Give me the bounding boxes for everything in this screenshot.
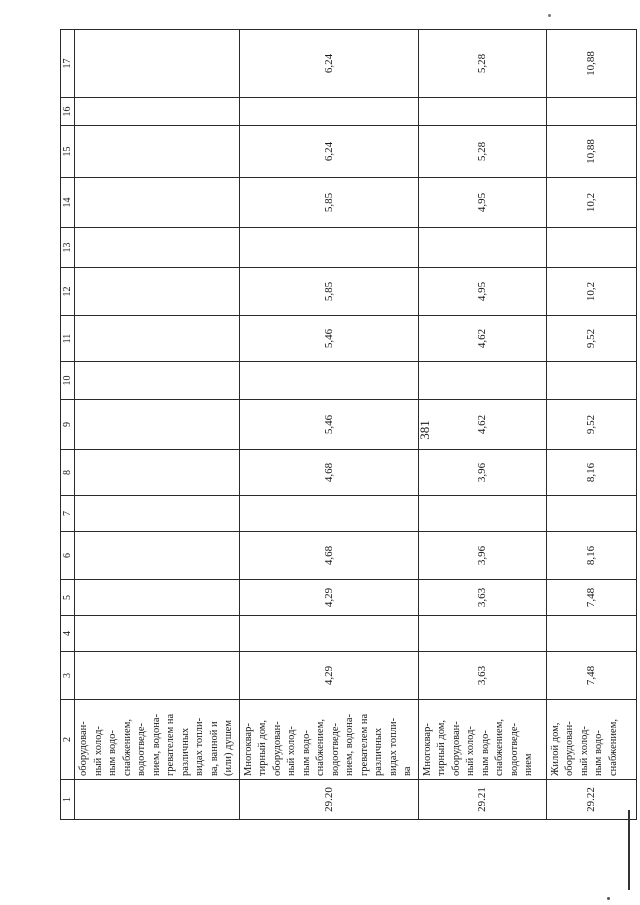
value-cell: 3,63 bbox=[418, 580, 546, 616]
value-cell: 9,52 bbox=[546, 316, 636, 362]
value-cell: 10,88 bbox=[546, 126, 636, 178]
value-cell: 5,28 bbox=[418, 126, 546, 178]
value-cell: 8,16 bbox=[546, 450, 636, 496]
description-line: ный холод- bbox=[578, 726, 590, 776]
value-cell bbox=[75, 450, 240, 496]
header-cell-3: 3 bbox=[61, 652, 75, 700]
value-cell: 10,2 bbox=[546, 268, 636, 316]
table-wrapper bbox=[60, 30, 619, 820]
value-cell bbox=[239, 98, 418, 126]
header-cell-2: 2 bbox=[61, 700, 75, 780]
value-cell bbox=[546, 616, 636, 652]
value-cell: 5,85 bbox=[239, 268, 418, 316]
value-cell bbox=[75, 496, 240, 532]
description-line: оборудован- bbox=[78, 721, 89, 776]
value-cell: 4,62 bbox=[418, 316, 546, 362]
header-cell-7: 7 bbox=[61, 496, 75, 532]
value-cell: 8,16 bbox=[546, 532, 636, 580]
table-row bbox=[418, 30, 546, 820]
row-number: 29.21 bbox=[418, 780, 546, 820]
value-cell: 10,88 bbox=[546, 30, 636, 98]
value-cell bbox=[75, 268, 240, 316]
value-cell bbox=[546, 362, 636, 400]
value-cell bbox=[418, 98, 546, 126]
description-line: оборудован- bbox=[450, 721, 462, 776]
description-line: нием, водона- bbox=[150, 714, 162, 776]
description-line: различных bbox=[373, 727, 384, 776]
row-description bbox=[418, 700, 546, 780]
value-cell: 6,24 bbox=[239, 126, 418, 178]
row-description bbox=[546, 700, 636, 780]
header-cell-9: 9 bbox=[61, 400, 75, 450]
value-cell: 4,95 bbox=[418, 268, 546, 316]
value-cell: 4,29 bbox=[239, 580, 418, 616]
value-cell: 3,96 bbox=[418, 532, 546, 580]
header-cell-17: 17 bbox=[61, 30, 75, 98]
description-line: различных bbox=[179, 727, 191, 776]
description-line: оборудован- bbox=[564, 721, 575, 776]
value-cell: 4,29 bbox=[239, 652, 418, 700]
value-cell bbox=[75, 532, 240, 580]
value-cell bbox=[75, 228, 240, 268]
description-line: снабжением, bbox=[607, 719, 619, 776]
description-line: Многоквар- bbox=[421, 723, 433, 776]
table-row bbox=[75, 30, 240, 820]
value-cell bbox=[75, 316, 240, 362]
header-cell-11: 11 bbox=[61, 316, 75, 362]
tariff-table bbox=[60, 29, 637, 820]
description-line: ным водо- bbox=[479, 730, 491, 776]
description-line: гревателем на bbox=[165, 713, 176, 776]
value-cell: 10,2 bbox=[546, 178, 636, 228]
header-cell-10: 10 bbox=[61, 362, 75, 400]
description-line: снабжением, bbox=[121, 719, 133, 776]
description-line: видах топли- bbox=[387, 717, 399, 776]
value-cell: 4,68 bbox=[239, 532, 418, 580]
header-row bbox=[61, 30, 75, 820]
description-line: Жилой дом, bbox=[549, 722, 561, 776]
description-line: оборудован- bbox=[271, 721, 283, 776]
row-number bbox=[75, 780, 240, 820]
description-line: гревателем на bbox=[358, 713, 370, 776]
description-line: водоотведе- bbox=[329, 722, 341, 776]
header-cell-16: 16 bbox=[61, 98, 75, 126]
value-cell bbox=[75, 400, 240, 450]
description-line: водоотведе- bbox=[136, 722, 147, 776]
header-cell-4: 4 bbox=[61, 616, 75, 652]
value-cell bbox=[75, 178, 240, 228]
value-cell bbox=[418, 496, 546, 532]
value-cell: 4,95 bbox=[418, 178, 546, 228]
value-cell bbox=[418, 228, 546, 268]
header-cell-15: 15 bbox=[61, 126, 75, 178]
value-cell bbox=[239, 228, 418, 268]
value-cell: 5,28 bbox=[418, 30, 546, 98]
description-line: тирный дом, bbox=[436, 719, 447, 776]
value-cell bbox=[75, 362, 240, 400]
row-number: 29.22 bbox=[546, 780, 636, 820]
value-cell: 9,52 bbox=[546, 400, 636, 450]
value-cell: 3,63 bbox=[418, 652, 546, 700]
row-description bbox=[75, 700, 240, 780]
value-cell bbox=[239, 362, 418, 400]
value-cell: 4,62 bbox=[418, 400, 546, 450]
value-cell bbox=[546, 496, 636, 532]
row-description bbox=[239, 700, 418, 780]
scan-speck bbox=[607, 897, 610, 900]
description-line: (или) душем bbox=[223, 719, 234, 776]
value-cell: 6,24 bbox=[239, 30, 418, 98]
description-line: нием, водона- bbox=[344, 714, 355, 776]
table-row bbox=[239, 30, 418, 820]
value-cell bbox=[75, 652, 240, 700]
value-cell bbox=[75, 98, 240, 126]
value-cell bbox=[75, 580, 240, 616]
description-line: ный холод- bbox=[465, 726, 476, 776]
header-cell-8: 8 bbox=[61, 450, 75, 496]
description-line: ный холод- bbox=[286, 726, 297, 776]
description-line: ва, ванной и bbox=[208, 721, 220, 776]
value-cell bbox=[546, 98, 636, 126]
value-cell: 5,46 bbox=[239, 316, 418, 362]
scan-speck bbox=[548, 14, 551, 17]
table-row bbox=[546, 30, 636, 820]
description-line: видах топли- bbox=[194, 717, 205, 776]
description-line: тирный дом, bbox=[257, 719, 268, 776]
value-cell: 5,85 bbox=[239, 178, 418, 228]
description-line: ва bbox=[402, 766, 413, 776]
value-cell: 5,46 bbox=[239, 400, 418, 450]
value-cell bbox=[418, 616, 546, 652]
value-cell bbox=[75, 30, 240, 98]
description-line: водоотведе- bbox=[508, 722, 520, 776]
row-number: 29.20 bbox=[239, 780, 418, 820]
description-line: нием bbox=[523, 753, 534, 776]
description-line: Многоквар- bbox=[242, 723, 254, 776]
scan-edge-line bbox=[628, 810, 630, 890]
description-line: снабжением, bbox=[494, 719, 505, 776]
value-cell: 4,68 bbox=[239, 450, 418, 496]
value-cell: 7,48 bbox=[546, 580, 636, 616]
value-cell bbox=[546, 228, 636, 268]
header-cell-14: 14 bbox=[61, 178, 75, 228]
description-line: снабжением, bbox=[315, 719, 326, 776]
header-cell-1: 1 bbox=[61, 780, 75, 820]
value-cell bbox=[418, 362, 546, 400]
value-cell bbox=[239, 616, 418, 652]
header-cell-5: 5 bbox=[61, 580, 75, 616]
rotated-table-frame bbox=[60, 30, 619, 820]
description-line: ным водо- bbox=[593, 730, 604, 776]
value-cell bbox=[75, 126, 240, 178]
page-number: 381 bbox=[417, 420, 432, 440]
header-cell-12: 12 bbox=[61, 268, 75, 316]
header-cell-6: 6 bbox=[61, 532, 75, 580]
description-line: ный холод- bbox=[92, 726, 104, 776]
value-cell bbox=[75, 616, 240, 652]
description-line: ным водо- bbox=[107, 730, 118, 776]
value-cell: 3,96 bbox=[418, 450, 546, 496]
header-cell-13: 13 bbox=[61, 228, 75, 268]
description-line: ным водо- bbox=[300, 730, 312, 776]
value-cell bbox=[239, 496, 418, 532]
value-cell: 7,48 bbox=[546, 652, 636, 700]
